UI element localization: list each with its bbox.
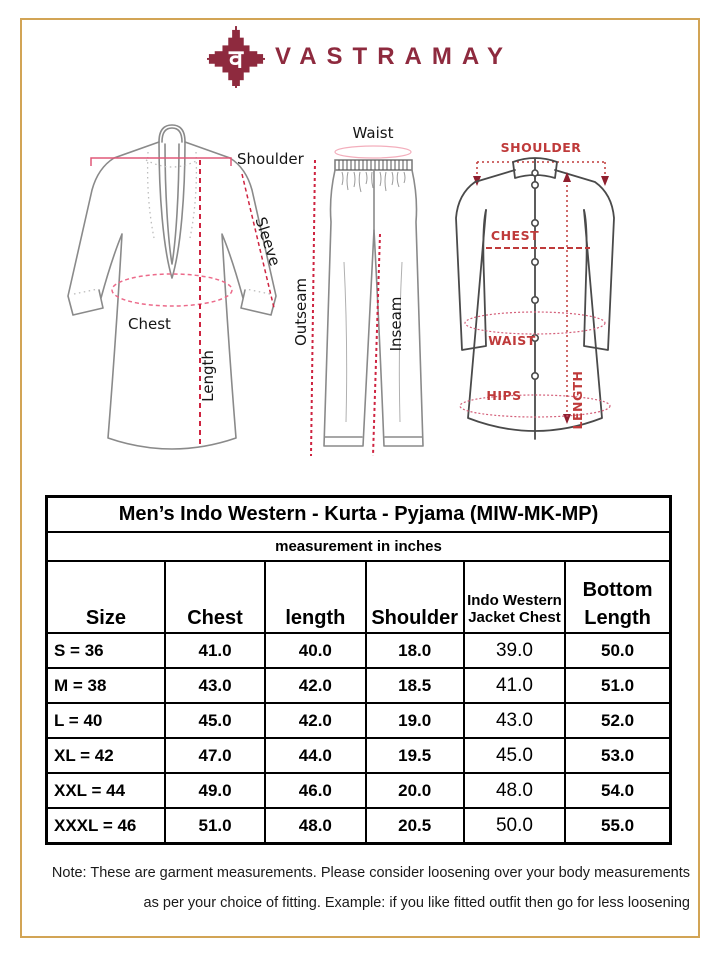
length-cell: 40.0 [265, 633, 365, 668]
jacket-waist-label: WAIST [488, 333, 536, 348]
bottom-length-cell: 54.0 [565, 773, 670, 808]
size-cell: XL = 42 [47, 738, 165, 773]
jacket-length-label: LENGTH [570, 370, 585, 430]
chest-cell: 43.0 [165, 668, 265, 703]
length-cell: 48.0 [265, 808, 365, 844]
brand-wordmark: VASTRAMAY [274, 43, 514, 70]
table-row [47, 738, 671, 773]
note-line-1: Note: These are garment measurements. Please consider loosening over your body measurements [51, 865, 690, 881]
column-header-bottom-length: Bottom Length [565, 561, 670, 633]
jacket-chest-cell: 45.0 [464, 738, 565, 773]
chest-cell: 45.0 [165, 703, 265, 738]
kurta-chest-label: Chest [128, 315, 171, 333]
table-row [47, 703, 671, 738]
length-cell: 42.0 [265, 703, 365, 738]
pyjama-waist-label: Waist [352, 124, 394, 142]
note-line-2: as per your choice of fitting. Example: if you like fitted outfit then go for less loosening [143, 895, 690, 911]
column-header-chest: Chest [165, 561, 265, 633]
measurement-note [24, 858, 690, 918]
pyjama-inseam-label: Inseam [387, 296, 405, 352]
table-row [47, 668, 671, 703]
brand-logo-icon [207, 26, 265, 88]
jacket-shoulder-label: SHOULDER [500, 140, 582, 155]
size-cell: XXL = 44 [47, 773, 165, 808]
shoulder-cell: 18.5 [366, 668, 464, 703]
kurta-diagram [58, 118, 308, 463]
bottom-length-cell: 52.0 [565, 703, 670, 738]
column-header-jacket-chest: Indo Western Jacket Chest [464, 561, 565, 633]
chest-cell: 51.0 [165, 808, 265, 844]
table-title: Men’s Indo Western - Kurta - Pyjama (MIW-MK-MP) [47, 497, 671, 533]
table-row [47, 808, 671, 844]
length-cell: 44.0 [265, 738, 365, 773]
shoulder-cell: 18.0 [366, 633, 464, 668]
bottom-length-cell: 51.0 [565, 668, 670, 703]
table-row [47, 773, 671, 808]
size-cell: L = 40 [47, 703, 165, 738]
jacket-diagram [438, 118, 673, 463]
brand-header [0, 26, 720, 88]
jacket-chest-cell: 50.0 [464, 808, 565, 844]
bottom-length-cell: 50.0 [565, 633, 670, 668]
shoulder-cell: 20.5 [366, 808, 464, 844]
jacket-chest-cell: 43.0 [464, 703, 565, 738]
length-cell: 42.0 [265, 668, 365, 703]
kurta-length-label: Length [199, 350, 217, 402]
chest-cell: 41.0 [165, 633, 265, 668]
size-cell: M = 38 [47, 668, 165, 703]
size-cell: XXXL = 46 [47, 808, 165, 844]
column-header-shoulder: Shoulder [366, 561, 464, 633]
kurta-sleeve-label: Sleeve [251, 214, 285, 269]
table-subtitle: measurement in inches [47, 532, 671, 561]
table-header-row [47, 561, 671, 633]
chest-cell: 47.0 [165, 738, 265, 773]
jacket-chest-cell: 39.0 [464, 633, 565, 668]
chest-cell: 49.0 [165, 773, 265, 808]
jacket-chest-cell: 48.0 [464, 773, 565, 808]
shoulder-cell: 20.0 [366, 773, 464, 808]
shoulder-cell: 19.5 [366, 738, 464, 773]
jacket-hips-label: HIPS [486, 388, 522, 403]
length-cell: 46.0 [265, 773, 365, 808]
jacket-chest-cell: 41.0 [464, 668, 565, 703]
column-header-length: length [265, 561, 365, 633]
shoulder-cell: 19.0 [366, 703, 464, 738]
logo-glyph: व [228, 45, 243, 74]
bottom-length-cell: 55.0 [565, 808, 670, 844]
kurta-shoulder-label: Shoulder [237, 150, 304, 168]
pyjama-outseam-label: Outseam [292, 277, 310, 347]
size-cell: S = 36 [47, 633, 165, 668]
table-row [47, 633, 671, 668]
column-header-size: Size [47, 561, 165, 633]
jacket-chest-label: CHEST [490, 228, 540, 243]
bottom-length-cell: 53.0 [565, 738, 670, 773]
size-chart-table [45, 495, 672, 845]
